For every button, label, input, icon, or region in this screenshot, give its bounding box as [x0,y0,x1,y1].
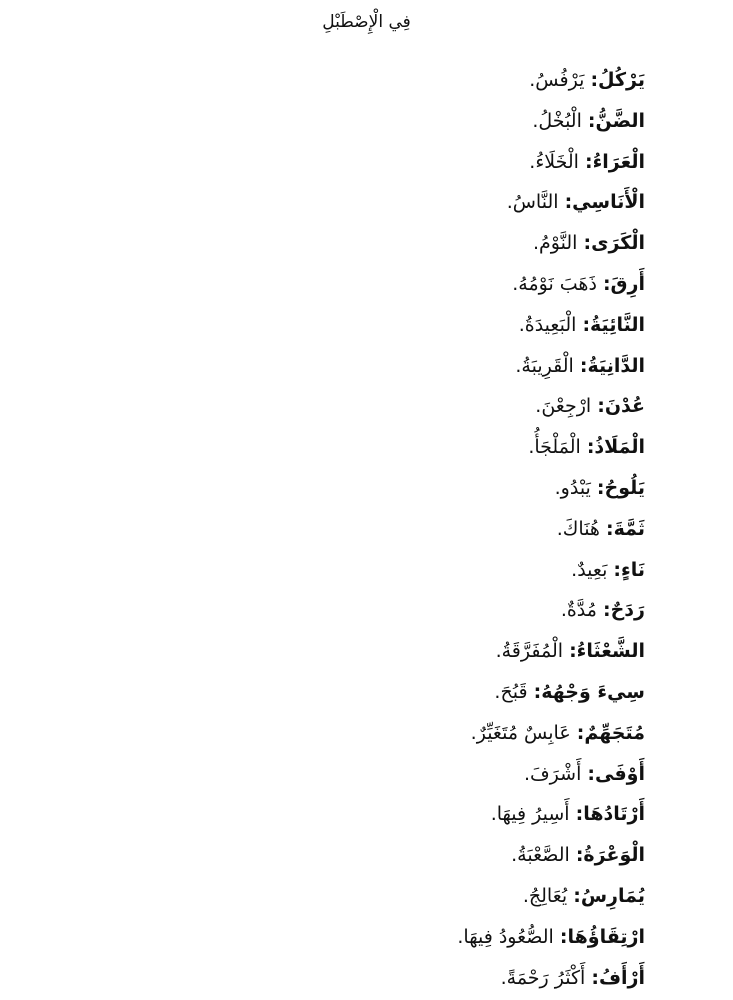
glossary-entry [457,305,645,346]
glossary-definition: الصُّعُودُ فِيهَا. [457,925,554,948]
glossary-definition: يَرْفُسُ. [529,69,585,91]
glossary-definition: أَشْرَفَ. [523,762,582,785]
glossary-definition: الْمَلْجَأُ. [528,436,581,459]
glossary-entry [457,182,645,223]
glossary-term: أَرْتَادُهَا: [575,803,645,826]
glossary-definition: النَّاسُ. [506,191,559,214]
glossary-term: أَرْأَفُ: [591,966,645,989]
glossary-term: نَاءٍ: [613,558,645,581]
glossary-term: سِيءَ وَجْهُهُ: [533,680,645,703]
glossary-term: الْكَرَى: [583,232,645,255]
glossary-definition: قَبُحَ. [494,680,528,703]
glossary-entry [457,346,645,387]
glossary-term: الْأَنَاسِي: [564,191,645,214]
glossary-definition: ذَهَبَ نَوْمُهُ. [512,272,597,295]
glossary-entry [457,550,645,591]
glossary-entry [457,60,645,101]
glossary-definition: الْمُفَرَّقَةُ. [495,640,564,663]
glossary-term: الشَّعْثَاءُ: [569,640,645,663]
glossary-term: الضَّنُّ: [587,109,645,132]
glossary-entry [457,713,645,754]
glossary-entry [457,142,645,183]
glossary-term: أَرِقَ: [602,272,645,295]
glossary-term: يَرْكُلُ: [590,69,645,91]
glossary-term: الْوَعْرَةُ: [575,844,645,867]
glossary-entry [457,264,645,305]
glossary-definition: أَسِيرُ فِيهَا. [490,803,570,826]
glossary-term: مُتَجَهِّمٌ: [576,721,645,744]
glossary-entry [457,590,645,631]
glossary-entry [457,835,645,876]
glossary-definition: ارْجِعْنَ. [535,395,592,418]
glossary-entry [457,468,645,509]
glossary-term: يُمَارِسُ: [573,884,645,907]
glossary-entry [457,509,645,550]
glossary-entry [457,672,645,713]
glossary-entry [457,958,645,999]
glossary-definition: أَكْثَرُ رَحْمَةً. [500,966,586,989]
glossary-entry [457,876,645,917]
glossary-entry [457,101,645,142]
glossary-entry [457,794,645,835]
glossary-term: الدَّانِيَةُ: [579,354,645,377]
glossary-term: الْمَلَاذُ: [586,436,645,459]
glossary-entry [457,386,645,427]
glossary-definition: الْقَرِيبَةُ. [515,354,574,377]
glossary-entry [457,427,645,468]
glossary-entry [457,754,645,795]
glossary-entry [457,631,645,672]
glossary-definition: عَابِسٌ مُتَغَيِّرٌ. [470,721,571,744]
glossary-definition: يَبْدُو. [554,476,591,499]
glossary-term: ارْتِقَاؤُهَا: [559,925,645,948]
glossary-term: النَّائِيَةُ: [582,313,645,336]
page-header-title: فِي الْإِصْطَبْلِ [322,12,411,32]
glossary-definition: النَّوْمُ. [533,232,578,255]
glossary-term: أَوْفَى: [587,762,645,785]
glossary-definition: مُدَّةٌ. [560,599,597,622]
glossary-term: الْعَرَاءُ: [584,150,645,173]
glossary-term: رَدَحٌ: [603,599,645,622]
glossary-list [457,60,645,998]
glossary-definition: الصَّعْبَةُ. [511,844,570,867]
glossary-entry [457,223,645,264]
glossary-definition: بَعِيدٌ. [571,558,608,581]
glossary-definition: الْخَلَاءُ. [529,150,579,173]
glossary-term: عُدْنَ: [597,395,645,418]
glossary-entry [457,917,645,958]
glossary-definition: الْبُخْلُ. [532,109,582,132]
glossary-term: ثَمَّةَ: [606,517,645,540]
glossary-definition: يُعَالِجُ. [522,884,568,907]
glossary-term: يَلُوحُ: [596,476,645,499]
glossary-definition: الْبَعِيدَةُ. [518,313,577,336]
glossary-definition: هُنَاكَ. [556,517,600,540]
